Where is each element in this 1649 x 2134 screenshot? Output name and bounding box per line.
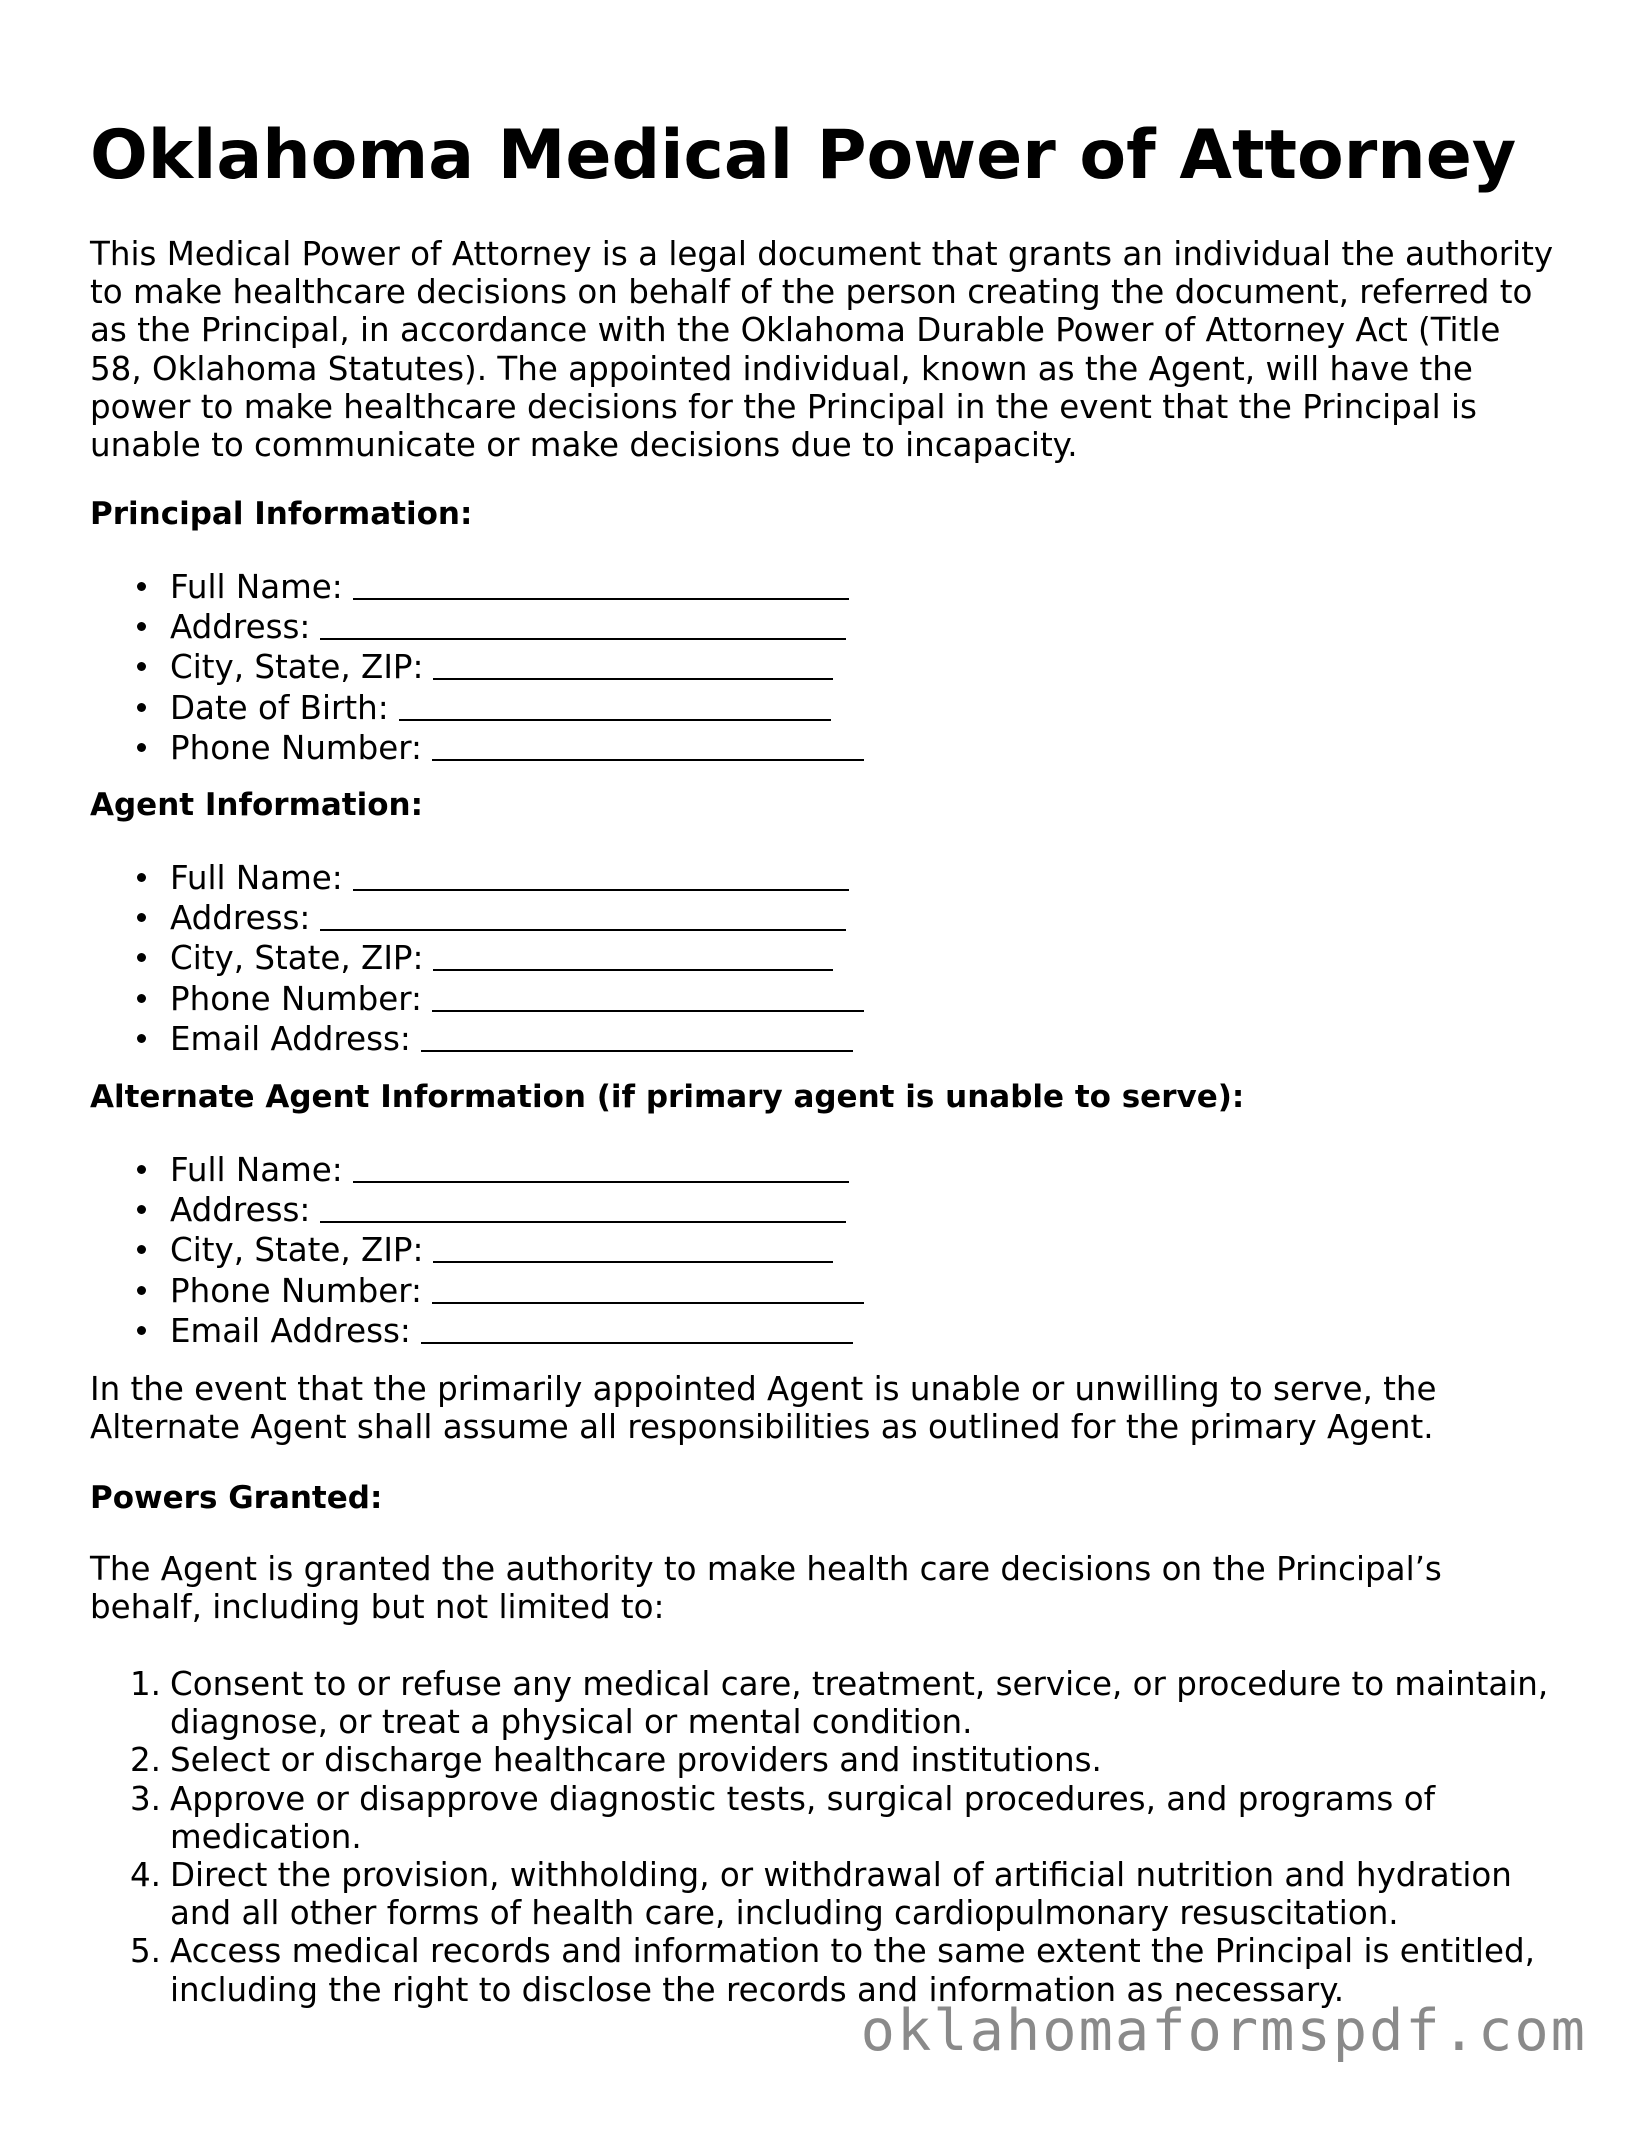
watermark: oklahomaformspdf.com bbox=[860, 1998, 1587, 2064]
alternate-agent-heading: Alternate Agent Information (if primary agent is unable to serve): bbox=[90, 1079, 1245, 1115]
agent-address-field[interactable] bbox=[90, 897, 1090, 937]
agent-fields bbox=[90, 857, 1090, 1058]
powers-list-item bbox=[90, 1780, 1560, 1856]
fill-line[interactable] bbox=[353, 568, 849, 600]
field-label: Full Name: bbox=[170, 859, 343, 897]
principal-full-name-field[interactable] bbox=[90, 566, 1090, 606]
fill-line[interactable] bbox=[432, 980, 864, 1012]
field-label: City, State, ZIP: bbox=[170, 648, 424, 687]
list-item-text: Access medical records and information to the same extent the Principal is entitled, including the right to disclose the records and information as necessary. bbox=[170, 1932, 1535, 2009]
list-number: 2. bbox=[130, 1741, 162, 1780]
principal-address-field[interactable] bbox=[90, 606, 1090, 646]
field-label: Full Name: bbox=[170, 1151, 343, 1189]
field-label: Full Name: bbox=[170, 568, 343, 606]
list-item-text: Select or discharge healthcare providers and institutions. bbox=[170, 1741, 1102, 1780]
list-item-text: Consent to or refuse any medical care, treatment, service, or procedure to maintain, diagnose, or treat a physical or mental condition. bbox=[170, 1665, 1549, 1742]
field-label: Email Address: bbox=[170, 1019, 411, 1058]
alternate-agent-fields bbox=[90, 1149, 1090, 1350]
field-label: City, State, ZIP: bbox=[170, 939, 424, 978]
list-item-text: Approve or disapprove diagnostic tests, surgical procedures, and programs of medication. bbox=[170, 1779, 1436, 1856]
intro-paragraph: This Medical Power of Attorney is a legal document that grants an individual the authority to make healthcare decisions on behalf of the person creating the document, referred to as the Principal, in accordance with the Oklahoma Durable Power of Attorney Act (Title 58, Oklahoma Statutes). The appointed individual, known as the Agent, will have the power to make healthcare decisions for the Principal in the event that the Principal is unable to communicate or make decisions due to incapacity. bbox=[90, 235, 1554, 465]
fill-line[interactable] bbox=[320, 1191, 846, 1223]
principal-date-of-birth-field[interactable] bbox=[90, 687, 1090, 727]
powers-intro: The Agent is granted the authority to make health care decisions on the Principal’s behalf, including but not limited to: bbox=[90, 1550, 1442, 1627]
field-label: Phone Number: bbox=[170, 979, 422, 1018]
field-label: Date of Birth: bbox=[170, 688, 389, 727]
fill-line[interactable] bbox=[353, 1151, 849, 1183]
field-label: Phone Number: bbox=[170, 1271, 422, 1310]
agent-phone-number-field[interactable] bbox=[90, 978, 1090, 1018]
field-label: Address: bbox=[170, 608, 311, 647]
fill-line[interactable] bbox=[432, 1272, 864, 1304]
fill-line[interactable] bbox=[432, 729, 864, 761]
list-number: 3. bbox=[130, 1779, 162, 1818]
fill-line[interactable] bbox=[433, 1231, 833, 1263]
field-label: Phone Number: bbox=[170, 728, 422, 767]
alternate-email-address-field[interactable] bbox=[90, 1310, 1090, 1350]
alternate-full-name-field[interactable] bbox=[90, 1149, 1090, 1189]
powers-heading: Powers Granted: bbox=[90, 1480, 383, 1516]
fill-line[interactable] bbox=[421, 1312, 853, 1344]
agent-full-name-field[interactable] bbox=[90, 857, 1090, 897]
list-number: 5. bbox=[130, 1932, 162, 1971]
field-label: City, State, ZIP: bbox=[170, 1231, 424, 1270]
alternate-address-field[interactable] bbox=[90, 1189, 1090, 1229]
fill-line[interactable] bbox=[433, 939, 833, 971]
powers-list-item bbox=[90, 1741, 1560, 1779]
agent-email-address-field[interactable] bbox=[90, 1018, 1090, 1058]
fill-line[interactable] bbox=[353, 859, 849, 891]
powers-list-item bbox=[90, 1856, 1560, 1932]
agent-city-state-zip-field[interactable] bbox=[90, 937, 1090, 977]
principal-phone-number-field[interactable] bbox=[90, 727, 1090, 767]
list-number: 4. bbox=[130, 1856, 162, 1895]
fill-line[interactable] bbox=[433, 648, 833, 680]
fill-line[interactable] bbox=[320, 608, 846, 640]
page-title: Oklahoma Medical Power of Attorney bbox=[90, 116, 1517, 195]
principal-heading: Principal Information: bbox=[90, 496, 473, 532]
principal-city-state-zip-field[interactable] bbox=[90, 646, 1090, 686]
alternate-city-state-zip-field[interactable] bbox=[90, 1229, 1090, 1269]
powers-list bbox=[90, 1665, 1560, 2009]
fill-line[interactable] bbox=[320, 899, 846, 931]
list-item-text: Direct the provision, withholding, or withdrawal of artificial nutrition and hydration and all other forms of health care, including cardiopulmonary resuscitation. bbox=[170, 1856, 1512, 1933]
field-label: Email Address: bbox=[170, 1311, 411, 1350]
powers-list-item bbox=[90, 1665, 1560, 1741]
list-number: 1. bbox=[130, 1665, 162, 1703]
principal-fields bbox=[90, 566, 1090, 767]
fill-line[interactable] bbox=[421, 1020, 853, 1052]
agent-heading: Agent Information: bbox=[90, 787, 423, 823]
alternate-agent-note: In the event that the primarily appointed Agent is unable or unwilling to serve, the Alternate Agent shall assume all responsibilities as outlined for the primary Agent. bbox=[90, 1370, 1437, 1447]
field-label: Address: bbox=[170, 1191, 311, 1230]
fill-line[interactable] bbox=[399, 689, 831, 721]
alternate-phone-number-field[interactable] bbox=[90, 1270, 1090, 1310]
field-label: Address: bbox=[170, 899, 311, 938]
